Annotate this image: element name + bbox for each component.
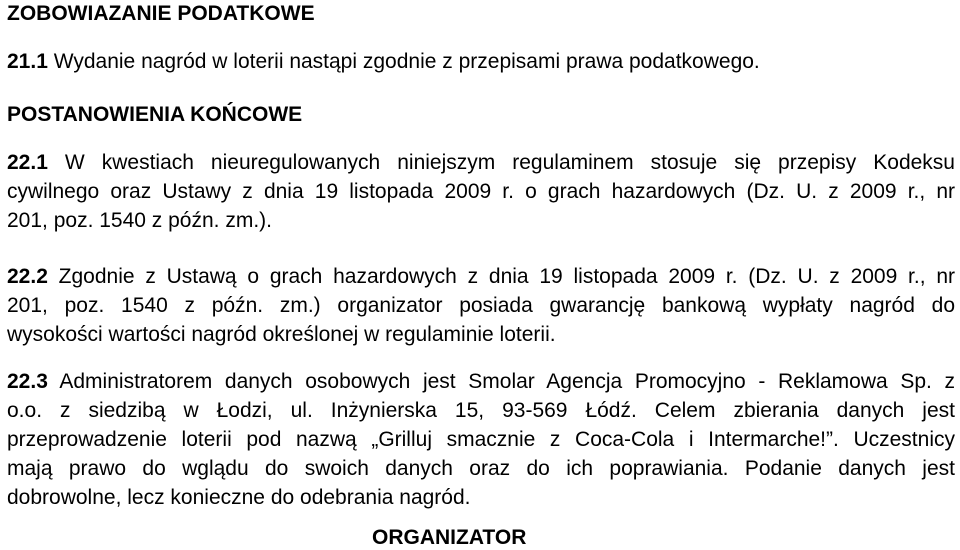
- paragraph-line: wysokości wartości nagród określonej w regulaminie loterii.: [7, 323, 556, 346]
- paragraph-line: 201, poz. 1540 z późn. zm.).: [7, 209, 272, 232]
- paragraph-22-1: [7, 148, 955, 235]
- paragraph-line: cywilnego oraz Ustawy z dnia 19 listopada 2009 r. o grach hazardowych (Dz. U. z 2009 r., nr: [7, 180, 955, 203]
- organizer-signature-label: ORGANIZATOR: [372, 526, 527, 549]
- section-heading-tax: ZOBOWIAZANIE PODATKOWE: [7, 2, 315, 25]
- paragraph-number: 22.1: [7, 151, 48, 174]
- paragraph-21-1: [7, 47, 955, 76]
- paragraph-line: dobrowolne, lecz konieczne do odebrania nagród.: [7, 486, 471, 509]
- paragraph-line: mają prawo do wglądu do swoich danych oraz do ich poprawiania. Podanie danych jest: [7, 457, 955, 480]
- paragraph-22-2: [7, 262, 955, 349]
- paragraph-line: 201, poz. 1540 z późn. zm.) organizator posiada gwarancję bankową wypłaty nagród do: [7, 294, 955, 317]
- paragraph-line: 22.1 W kwestiach nieuregulowanych niniejszym regulaminem stosuje się przepisy Kodeksu: [7, 151, 955, 174]
- paragraph-line: przeprowadzenie loterii pod nazwą „Grilluj smacznie z Coca-Cola i Intermarche!”. Uczestnicy: [7, 428, 955, 451]
- paragraph-line: 22.2 Zgodnie z Ustawą o grach hazardowych z dnia 19 listopada 2009 r. (Dz. U. z 2009 r., nr: [7, 265, 956, 288]
- paragraph-number: 21.1: [7, 50, 48, 73]
- paragraph-number: 22.3: [7, 370, 48, 393]
- paragraph-line: 21.1 Wydanie nagród w loterii nastąpi zgodnie z przepisami prawa podatkowego.: [7, 50, 760, 73]
- paragraph-line: 22.3 Administratorem danych osobowych jest Smolar Agencja Promocyjno - Reklamowa Sp. z: [7, 370, 955, 393]
- paragraph-number: 22.2: [7, 265, 48, 288]
- section-heading-final-provisions: POSTANOWIENIA KOŃCOWE: [7, 103, 303, 126]
- paragraph-line: o.o. z siedzibą w Łodzi, ul. Inżynierska 15, 93-569 Łódź. Celem zbierania danych jest: [7, 399, 955, 422]
- paragraph-22-3: [7, 367, 955, 512]
